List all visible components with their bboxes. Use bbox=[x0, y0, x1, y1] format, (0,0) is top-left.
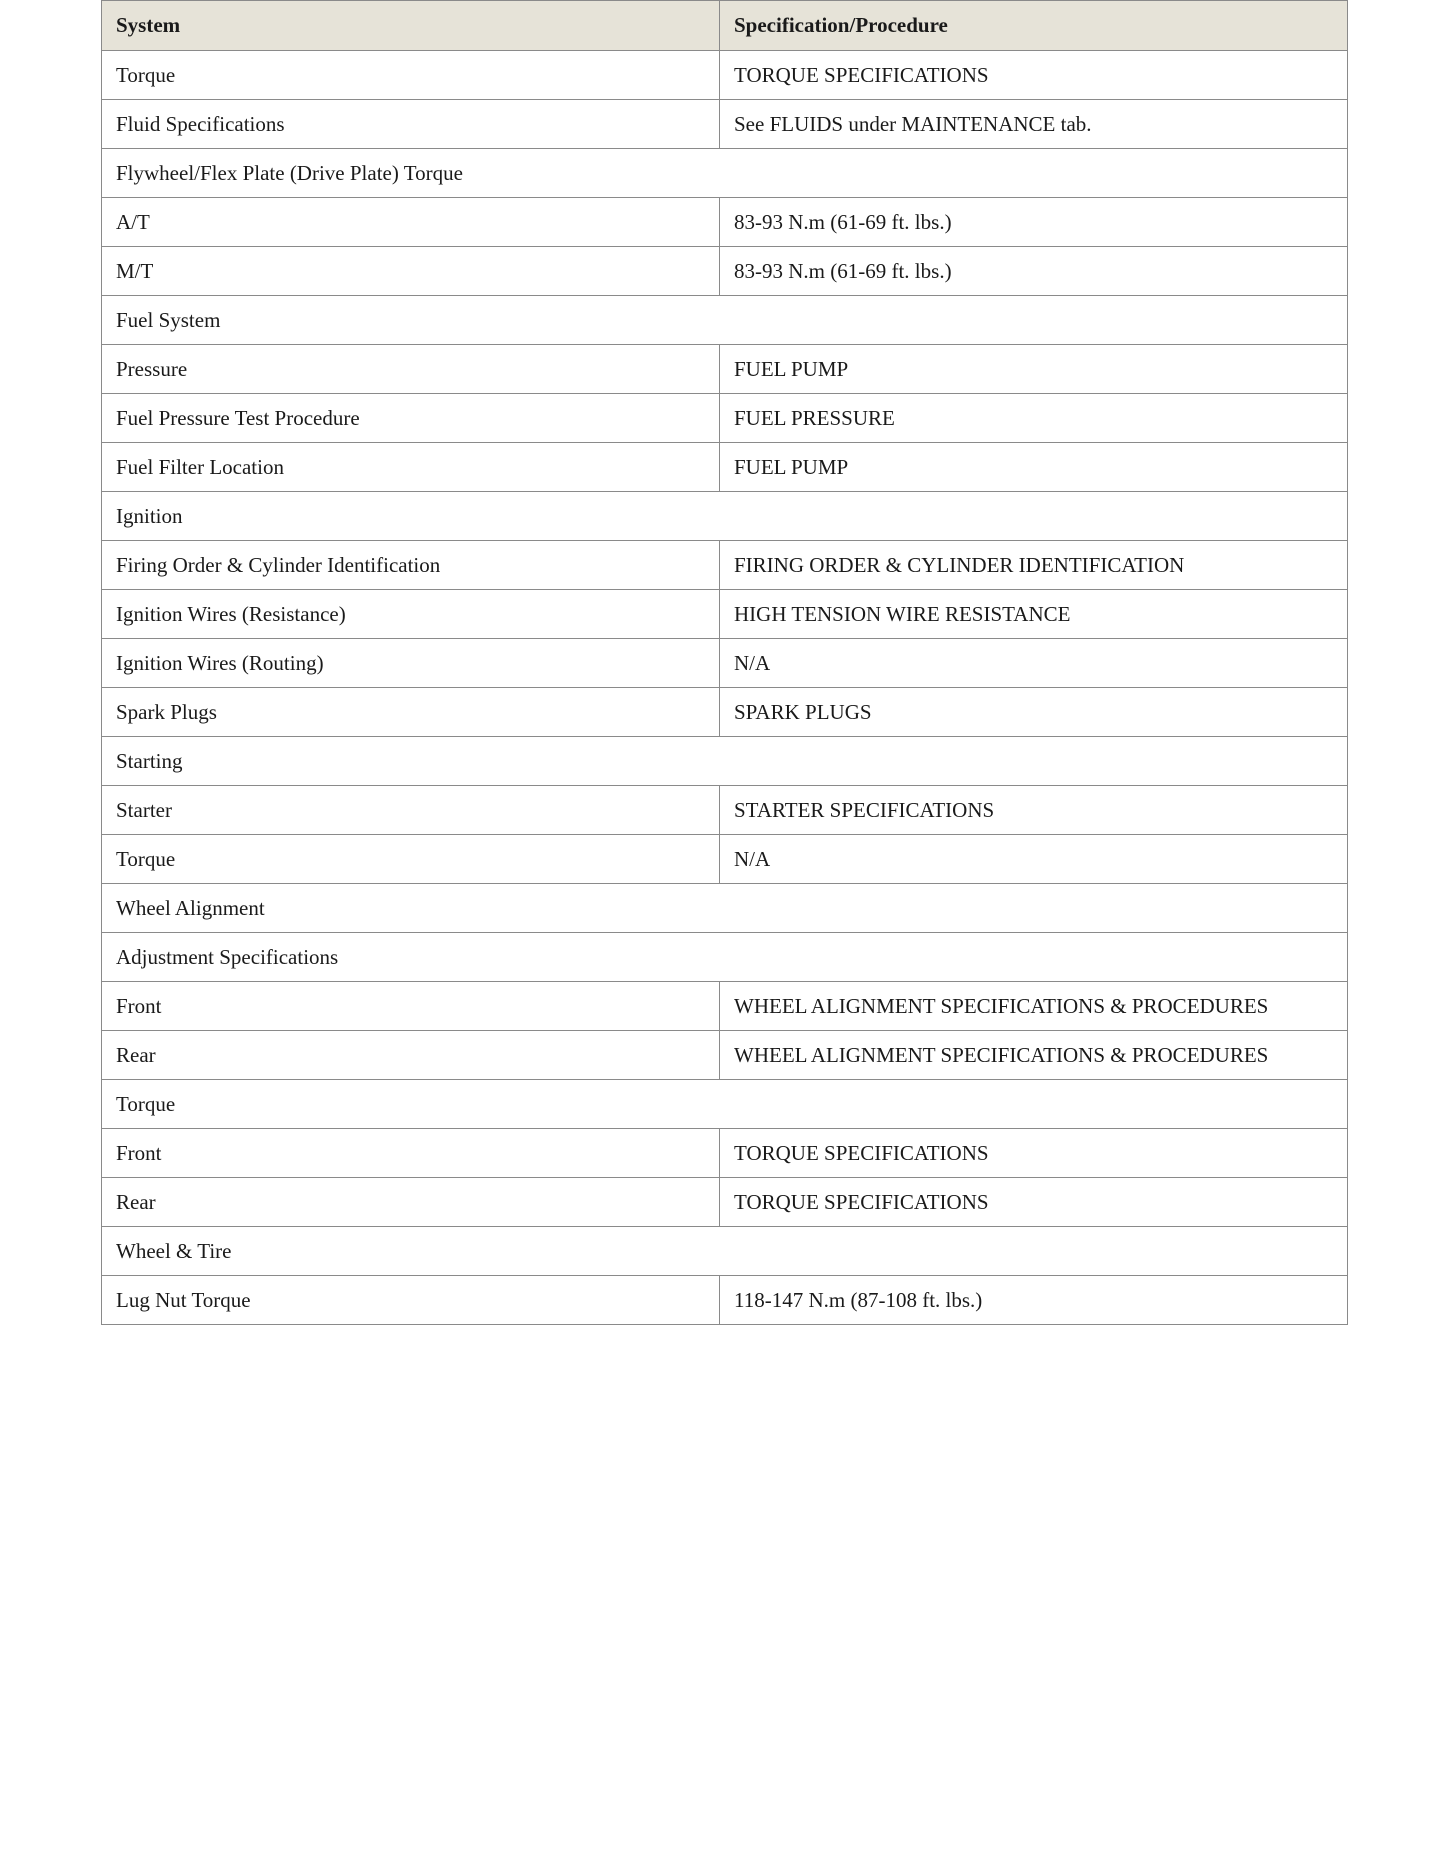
system-cell: M/T bbox=[102, 247, 720, 296]
specification-cell: FUEL PUMP bbox=[720, 443, 1348, 492]
table-section-row bbox=[102, 737, 1348, 786]
specification-cell: N/A bbox=[720, 835, 1348, 884]
section-label: Fuel System bbox=[102, 296, 1348, 345]
table-section-row bbox=[102, 884, 1348, 933]
table-section-row bbox=[102, 933, 1348, 982]
specification-cell: FUEL PUMP bbox=[720, 345, 1348, 394]
system-cell: Rear bbox=[102, 1031, 720, 1080]
system-cell: Torque bbox=[102, 835, 720, 884]
table-header-row bbox=[102, 1, 1348, 51]
specification-cell: 83-93 N.m (61-69 ft. lbs.) bbox=[720, 198, 1348, 247]
system-cell: Ignition Wires (Routing) bbox=[102, 639, 720, 688]
table-body bbox=[102, 51, 1348, 1325]
table-row bbox=[102, 1178, 1348, 1227]
specification-cell: 83-93 N.m (61-69 ft. lbs.) bbox=[720, 247, 1348, 296]
table-row bbox=[102, 639, 1348, 688]
table-row bbox=[102, 443, 1348, 492]
section-label: Starting bbox=[102, 737, 1348, 786]
table-section-row bbox=[102, 149, 1348, 198]
table-section-row bbox=[102, 1227, 1348, 1276]
specification-cell: TORQUE SPECIFICATIONS bbox=[720, 1178, 1348, 1227]
table-row bbox=[102, 198, 1348, 247]
specification-cell: HIGH TENSION WIRE RESISTANCE bbox=[720, 590, 1348, 639]
table-row bbox=[102, 100, 1348, 149]
system-cell: Lug Nut Torque bbox=[102, 1276, 720, 1325]
section-label: Ignition bbox=[102, 492, 1348, 541]
specification-cell: FUEL PRESSURE bbox=[720, 394, 1348, 443]
specification-cell: SPARK PLUGS bbox=[720, 688, 1348, 737]
system-cell: A/T bbox=[102, 198, 720, 247]
system-cell: Starter bbox=[102, 786, 720, 835]
system-cell: Front bbox=[102, 1129, 720, 1178]
system-cell: Front bbox=[102, 982, 720, 1031]
table-row bbox=[102, 835, 1348, 884]
table-section-row bbox=[102, 492, 1348, 541]
system-cell: Fuel Pressure Test Procedure bbox=[102, 394, 720, 443]
section-label: Torque bbox=[102, 1080, 1348, 1129]
table-row bbox=[102, 786, 1348, 835]
specification-cell: STARTER SPECIFICATIONS bbox=[720, 786, 1348, 835]
table-row bbox=[102, 541, 1348, 590]
section-label: Adjustment Specifications bbox=[102, 933, 1348, 982]
system-cell: Pressure bbox=[102, 345, 720, 394]
section-label: Flywheel/Flex Plate (Drive Plate) Torque bbox=[102, 149, 1348, 198]
table-section-row bbox=[102, 296, 1348, 345]
specification-cell: 118-147 N.m (87-108 ft. lbs.) bbox=[720, 1276, 1348, 1325]
system-cell: Fluid Specifications bbox=[102, 100, 720, 149]
specification-cell: TORQUE SPECIFICATIONS bbox=[720, 51, 1348, 100]
table-section-row bbox=[102, 1080, 1348, 1129]
section-label: Wheel Alignment bbox=[102, 884, 1348, 933]
table-row bbox=[102, 1129, 1348, 1178]
specification-cell: TORQUE SPECIFICATIONS bbox=[720, 1129, 1348, 1178]
specification-cell: FIRING ORDER & CYLINDER IDENTIFICATION bbox=[720, 541, 1348, 590]
system-cell: Fuel Filter Location bbox=[102, 443, 720, 492]
table-row bbox=[102, 688, 1348, 737]
table-row bbox=[102, 345, 1348, 394]
table-row bbox=[102, 247, 1348, 296]
table-row bbox=[102, 394, 1348, 443]
column-header-system: System bbox=[102, 1, 720, 51]
specification-cell: WHEEL ALIGNMENT SPECIFICATIONS & PROCEDURES bbox=[720, 1031, 1348, 1080]
specifications-table bbox=[101, 0, 1348, 1325]
section-label: Wheel & Tire bbox=[102, 1227, 1348, 1276]
table-row bbox=[102, 590, 1348, 639]
table-row bbox=[102, 982, 1348, 1031]
system-cell: Rear bbox=[102, 1178, 720, 1227]
system-cell: Spark Plugs bbox=[102, 688, 720, 737]
system-cell: Torque bbox=[102, 51, 720, 100]
system-cell: Ignition Wires (Resistance) bbox=[102, 590, 720, 639]
table-row bbox=[102, 51, 1348, 100]
table-row bbox=[102, 1276, 1348, 1325]
column-header-specification: Specification/Procedure bbox=[720, 1, 1348, 51]
specification-cell: See FLUIDS under MAINTENANCE tab. bbox=[720, 100, 1348, 149]
specification-cell: WHEEL ALIGNMENT SPECIFICATIONS & PROCEDURES bbox=[720, 982, 1348, 1031]
specification-cell: N/A bbox=[720, 639, 1348, 688]
table-row bbox=[102, 1031, 1348, 1080]
system-cell: Firing Order & Cylinder Identification bbox=[102, 541, 720, 590]
